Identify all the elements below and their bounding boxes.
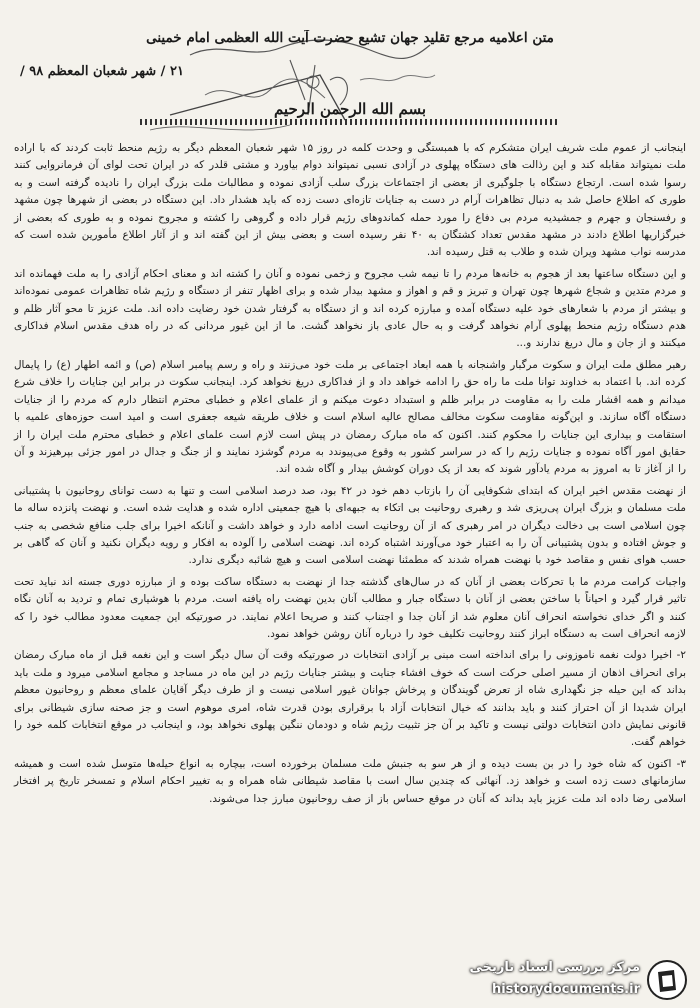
basmala-heading: بسم الله الرحمن الرحیم — [273, 100, 427, 118]
archive-logo-icon — [644, 958, 690, 1002]
document-header: متن اعلامیه مرجع تقلید جهان تشیع حضرت آیت الله العظمی امام خمینی — [146, 30, 554, 46]
watermark-name: مرکز بررسی اسناد تاریخی — [469, 960, 640, 975]
paragraph: واجبات کرامت مردم ما با تحرکات بعضی از آنان که در سال‌های گذشته جدا از نهضت به دستگاه ساکت بوده و از مبارزه دوری جسته اند نباید تحت تاثیر قرار گیرد و احیاناً با ساختن بعضی از آنان با دستگاه جبار و مطالب آنان بدین نهضت راه یافته است. مردم با هوشیاری تمام و تردید به آنان نگاه کنند و اگر خدای نخواسته انحراف آنان معلوم شد از آنان جدا و اجتناب کنند و صریحا اعلام نمایند. در صورتیکه این جمعیت معدود مطالب خود را که لازمه انحراف است به دستگاه ابراز کنند روحانیت تکلیف خود را درباره آنان روشن خواهد نمود. — [14, 575, 686, 640]
paragraph: ۳- اکنون که شاه خود را در بن بست دیده و از هر سو به جنبش ملت مسلمان برخورده است، بیچاره به انواع حیله‌ها متوسل شده است و همیشه سازمانهای دست زده است و خواهد زد. آنهائی که چندین سال است با مقاصد شیطانی شاه همراه و به تغییر احکام اسلام و تمسخر تاریخ پر افتخار اسلامی رضا داده اند ملت عزیز باید بداند که آنان در موقع حساس باز از صف روحانیون مبارز جدا می‌شوند. — [14, 757, 686, 805]
paragraph: اینجانب از عموم ملت شریف ایران متشکرم که با همبستگی و وحدت کلمه در روز ۱۵ شهر شعبان المعظم دیگر به رژیم منحط ثابت کردند که با اراده ملت نمیتواند مقابله کند و این رذالت های دستگاه پهلوی در آزادی نسبی نمیتواند دوام بیاورد و مشتی قلدر که در ایران تحت لوای آن فرمانروایی کنند رسوا شده است. ارتجاع دستگاه با جلوگیری از بعضی از اجتماعات بزرگ سلب آزادی نموده و مطالبات ملت بزرگ ایران را نادیده گرفته است و به طوری که اطلاع حاصل شد به دنبال تظاهرات آرام در دست به جنایات تازه‌ای دست زده که باید هشدار داد. این دستگاه در بعضی از شهرها چون مشهد و رفسنجان و جهرم و جمشیدیه مردم بی دفاع را مورد حمله کماندوهای رژیم قرار داده و گروهی را کشته و مجروح نموده و به طوری که بعضی از خبرگزاریها اطلاع دادند در مشهد مقدس تعداد کشتگان به ۴۰ نفر رسیده است و بعضی بیش از این گفته اند و از آثار اطلاع مأمورین شده است که مدرسه نواب مشهد ویران شده و طلاب به قتل رسیده اند. — [14, 142, 686, 259]
paragraph: رهبر مطلق ملت ایران و سکوت مرگبار واشنجانه با همه ابعاد اجتماعی بر ملت خود می‌زنند و راه و رسم پیامبر اسلام (ص) و ائمه اطهار (ع) را پایمال کرده اند. با اعتماد به خداوند توانا ملت ما راه حق را ادامه خواهد داد و از فداکاری دریغ نخواهد کرد. اینجانب سکوت در برابر این جنایات را خلاف شرع میدانم و همه اقشار ملت را به مقاومت در برابر ظلم و استبداد دعوت میکنم و از علمای اعلام و خطبای محترم انتظار دارم که مردم را از جنایات دستگاه آگاه سازند. و این‌گونه مقاومت سکوت مخالف مصالح عالیه اسلام است و خلاف طریقه شیعه جعفری است و امید است حوزه‌های علمیه با استقامت و بیداری این جنایات را محکوم کنند. اکنون که ماه مبارک رمضان در پیش است لازم است علمای اعلام و خطبای محترم ملت ایران را از حقایق امور آگاه نموده و جنایات رژیم را که در سراسر کشور به وقوع می‌پیوندد به مردم گوشزد نمایند و از جنگ و جدال در امور جزئی بپرهیزند و آن را از آغاز تا به امروز به مردم یادآور شوند که بعد از یک دوران کوشش بیدار و آگاه شده اند. — [14, 358, 686, 476]
paragraph: ۲- اخیرا دولت نغمه ناموزونی را برای انداخته است مبنی بر آزادی انتخابات در صورتیکه وقت آن سال دیگر است و این نغمه قبل از ماه مبارک رمضان برای انحراف اذهان از مسیر اصلی حرکت است که خوف افشاء جنایت و بیشتر جنایات رژیم در این ماه در مساجد و مجامع اسلامی میرود و ملت باید بداند که این حیله جز نگهداری شاه از تعرض گویندگان و پرخاش جوانان غیور اسلامی نیست و از طرف دیگر آقایان علمای معظم و روحانیون معظم ایران شدیدا از آن احتراز کنند و باید بدانند که خیال انتخابات آزاد با برقراری بودن قدرت شاه، امری موهوم است و جز صحنه سازی شیطانی برای قانونی نمایش دادن انتخابات دولتی نیست و تاکید بر آن جز تثبیت رژیم شاه و دودمان ننگین پهلوی نخواهد بود، و اینجانب در موقع انتخابات کلمه خود را خواهم گفت. — [14, 649, 686, 749]
document-body — [14, 140, 686, 808]
paragraph: و این دستگاه ساعتها بعد از هجوم به خانه‌ها مردم را تا نیمه شب مجروح و زخمی نموده و آنان را کشته اند و معنای احکام آزادی را به ملت فهمانده اند و مردم متدین و شجاع شهرها چون تهران و تبریز و قم و اهواز و مشهد بیدار شده و برای اظهار تنفر از دستگاه و رژیم شاه تظاهرات عمومی نموده‌اند و بیشتر از مردم با شعارهای خود علیه دستگاه آمده و مبارزه کرده اند و از دستگاه به گرفتار شدن خود رضایت داده اند. ملت عزیز تا محو آثار ظلم و هدم دستگاه رژیم منحط پهلوی آرام نخواهد گرفت و به حال عادی باز نخواهد گشت. ما از این غیور مردانی که در راه هدف مقدس اسلام فداکاری میکنند و از جان و مال دریغ ندارند و... — [14, 267, 686, 350]
decorative-divider — [140, 119, 560, 125]
document-date: ۲۱ / شهر شعبان المعظم ۹۸ / — [20, 64, 184, 79]
paragraph: از نهضت مقدس اخیر ایران که ابتدای شکوفایی آن را بازتاب دهم خود در ۴۲ بود، صد درصد اسلامی است و تنها به دست توانای روحانیون با پشتیبانی ملت مسلمان و بزرگ ایران پی‌ریزی شد و رهبری روحانیت بی اتکاء به جبهه‌ای با هیچ جمعیتی اداره شده و هدایت شده است. و نهضت پانزده ساله ما چون اسلامی است بی دخالت دیگران در امر رهبری که از آن روحانیت است ادامه دارد و خواهد داشت و آنانکه اخیرا برای جلب منافع شخصی به جنب و جوش افتاده و بدون پشتیبانی آن را به اعتبار خود می‌آورند اشتباه کرده اند. نهضت اسلامی را آلوده به افکار و رویه دیگران نکنید و آنان که گاهی بر حسب هوای نفس و مقاصد خود با نهضت همراه شدند که مطمئنا نهضت اسلامی است و هیچ شائبه دیگری ندارد. — [14, 484, 686, 567]
watermark-url: historydocuments.ir — [491, 982, 640, 997]
